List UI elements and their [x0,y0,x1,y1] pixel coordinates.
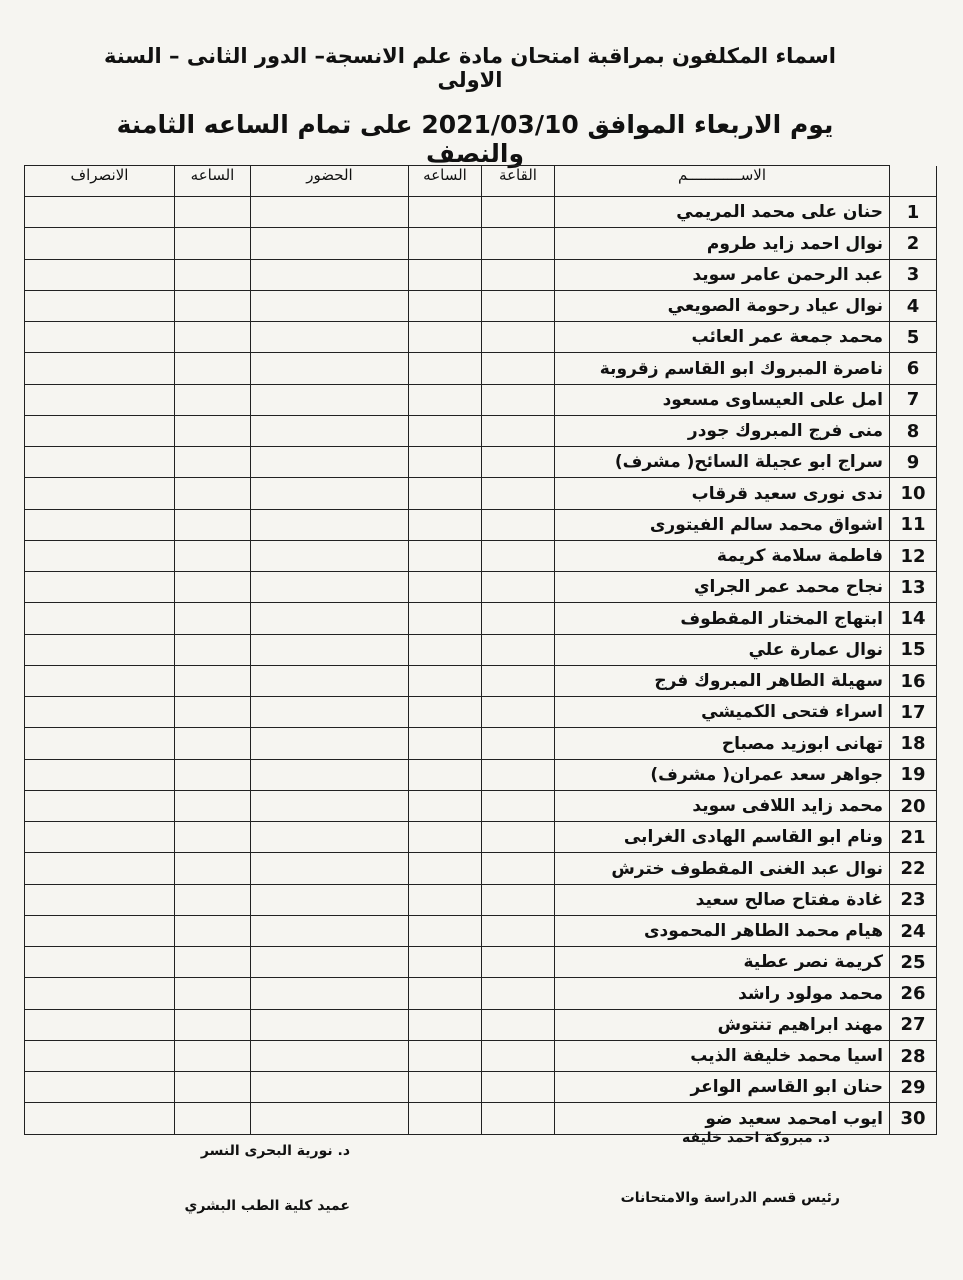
invigilator-name: جواهر سعد عمران( مشرف) [555,759,890,790]
departure-cell [25,822,175,853]
table-row [25,478,937,509]
row-number: 27 [890,1009,937,1040]
hall-cell [482,697,555,728]
time-cell [175,322,251,353]
table-row [25,353,937,384]
row-number: 30 [890,1103,937,1135]
hall-cell [482,197,555,228]
hall-cell [482,384,555,415]
invigilator-name: ونام ابو القاسم الهادى الغرابى [555,822,890,853]
time-cell [409,197,482,228]
time-cell [175,978,251,1009]
document-title: اسماء المكلفون بمراقبة امتحان مادة علم الانسجة– الدور الثانى – السنة الاولى [103,44,836,92]
table-row [25,540,937,571]
hall-column-header: القاعة [482,166,555,197]
attendance-cell [251,572,409,603]
departure-cell [25,540,175,571]
invigilator-name: غادة مفتاح صالح سعيد [555,884,890,915]
row-number: 16 [890,665,937,696]
time-cell [175,603,251,634]
time-cell [409,634,482,665]
hall-cell [482,1009,555,1040]
time-cell [175,634,251,665]
table-row [25,228,937,259]
hall-cell [482,603,555,634]
departure-cell [25,259,175,290]
row-number: 29 [890,1072,937,1103]
time-cell [175,853,251,884]
dean-title: عميد كلية الطب البشري [184,1198,350,1214]
table-row [25,915,937,946]
invigilator-name: اشواق محمد سالم الفيتورى [555,509,890,540]
row-number: 18 [890,728,937,759]
hall-cell [482,822,555,853]
row-number: 8 [890,415,937,446]
hall-cell [482,634,555,665]
row-number: 22 [890,853,937,884]
time-cell [175,509,251,540]
time-column-header: الساعه [175,166,251,197]
table-row [25,665,937,696]
attendance-cell [251,353,409,384]
time-cell [409,384,482,415]
hall-cell [482,947,555,978]
invigilator-name: سراج ابو عجيلة السائح( مشرف) [555,447,890,478]
invigilator-name: هيام محمد الطاهر المحمودى [555,915,890,946]
row-number: 7 [890,384,937,415]
invigilator-name: ناصرة المبروك ابو القاسم زقروبة [555,353,890,384]
attendance-cell [251,384,409,415]
departure-cell [25,384,175,415]
row-number: 9 [890,447,937,478]
time-cell [409,759,482,790]
row-number: 6 [890,353,937,384]
invigilator-name: ايوب امحمد سعيد ضو [555,1103,890,1135]
departure-column-header: الانصراف [25,166,175,197]
table-row [25,384,937,415]
hall-cell [482,759,555,790]
time-cell [409,1009,482,1040]
departure-cell [25,697,175,728]
invigilator-name: نوال عياد رحومة الصويعي [555,290,890,321]
time-cell [409,1103,482,1135]
table-row [25,822,937,853]
attendance-cell [251,290,409,321]
departure-cell [25,1009,175,1040]
departure-cell [25,1040,175,1071]
invigilator-name: مهند ابراهيم تنتوش [555,1009,890,1040]
departure-cell [25,665,175,696]
attendance-cell [251,540,409,571]
departure-cell [25,572,175,603]
attendance-cell [251,697,409,728]
row-number: 24 [890,915,937,946]
table-row [25,978,937,1009]
time-cell [409,478,482,509]
invigilator-name: حنان ابو القاسم الواعر [555,1072,890,1103]
attendance-cell [251,822,409,853]
time-cell [175,197,251,228]
departure-cell [25,1072,175,1103]
time-cell [409,259,482,290]
departure-cell [25,915,175,946]
invigilator-name: تهانى ابوزيد مصباح [555,728,890,759]
time-cell [409,290,482,321]
table-row [25,947,937,978]
attendance-cell [251,790,409,821]
hall-cell [482,1103,555,1135]
departure-cell [25,197,175,228]
departure-cell [25,228,175,259]
time-cell [175,1103,251,1135]
hall-cell [482,790,555,821]
row-number: 15 [890,634,937,665]
departure-cell [25,947,175,978]
attendance-cell [251,853,409,884]
departure-cell [25,790,175,821]
attendance-cell [251,1040,409,1071]
time-cell [175,384,251,415]
time-cell [175,759,251,790]
attendance-cell [251,915,409,946]
attendance-cell [251,884,409,915]
row-number: 11 [890,509,937,540]
attendance-cell [251,447,409,478]
hall-cell [482,290,555,321]
table-row [25,697,937,728]
hall-cell [482,322,555,353]
time-cell [175,415,251,446]
attendance-cell [251,228,409,259]
time-cell [175,947,251,978]
hall-cell [482,509,555,540]
time-cell [409,728,482,759]
row-number: 21 [890,822,937,853]
time-cell [175,884,251,915]
attendance-cell [251,197,409,228]
departure-cell [25,603,175,634]
time-cell [409,353,482,384]
attendance-cell [251,728,409,759]
time-cell [175,728,251,759]
table-row [25,1009,937,1040]
hall-cell [482,1040,555,1071]
time-cell [175,915,251,946]
table-body [25,197,937,1135]
time-cell [409,947,482,978]
table-row [25,415,937,446]
departure-cell [25,447,175,478]
row-number: 17 [890,697,937,728]
time-cell [175,790,251,821]
attendance-cell [251,759,409,790]
row-number: 20 [890,790,937,821]
hall-cell [482,728,555,759]
time-cell [409,915,482,946]
head-of-exams-name: د. مبروكة احمد خليفه [682,1130,830,1146]
time-cell [409,322,482,353]
time-cell [409,978,482,1009]
time-cell [175,353,251,384]
time-cell [409,572,482,603]
invigilator-name: امل على العيساوى مسعود [555,384,890,415]
departure-cell [25,509,175,540]
row-number: 2 [890,228,937,259]
hall-cell [482,1072,555,1103]
head-of-exams-title: رئيس قسم الدراسة والامتحانات [620,1190,840,1206]
departure-cell [25,478,175,509]
invigilator-name: محمد مولود راشد [555,978,890,1009]
table-row [25,853,937,884]
invigilators-table [24,165,937,1135]
departure-cell [25,853,175,884]
table-row [25,634,937,665]
hall-cell [482,572,555,603]
attendance-cell [251,415,409,446]
row-number: 5 [890,322,937,353]
attendance-cell [251,322,409,353]
row-number: 1 [890,197,937,228]
time-cell [175,290,251,321]
time-cell [409,509,482,540]
table-row [25,322,937,353]
time-cell [175,1072,251,1103]
hall-cell [482,447,555,478]
time-cell [409,540,482,571]
row-number: 23 [890,884,937,915]
departure-cell [25,290,175,321]
name-column-header: الاســــــــــــم [555,166,890,197]
row-number: 14 [890,603,937,634]
time-cell [409,697,482,728]
table-row [25,759,937,790]
table-row [25,884,937,915]
invigilator-name: نوال عبد الغنى المقطوف خترش [555,853,890,884]
time-cell [175,822,251,853]
table-row [25,1040,937,1071]
num-column-header [890,166,937,197]
table-row [25,290,937,321]
time-cell [175,1009,251,1040]
departure-cell [25,1103,175,1135]
invigilator-name: عبد الرحمن عامر سويد [555,259,890,290]
time-cell [175,1040,251,1071]
invigilator-name: اسيا محمد خليفة الذيب [555,1040,890,1071]
table-row [25,790,937,821]
time-cell [409,822,482,853]
hall-cell [482,415,555,446]
attendance-cell [251,1103,409,1135]
invigilator-name: اسراء فتحى الكميشي [555,697,890,728]
attendance-cell [251,509,409,540]
time-cell [175,572,251,603]
row-number: 10 [890,478,937,509]
table-row [25,603,937,634]
time-cell [175,259,251,290]
hall-cell [482,853,555,884]
departure-cell [25,759,175,790]
exam-date-line: يوم الاربعاء الموافق 2021/03/10 على تمام الساعه الثامنة والنصف [116,110,834,168]
departure-cell [25,728,175,759]
departure-cell [25,353,175,384]
time-cell [409,1040,482,1071]
row-number: 4 [890,290,937,321]
table-row [25,197,937,228]
invigilator-name: ابتهاج المختار المقطوف [555,603,890,634]
hall-cell [482,478,555,509]
invigilator-name: سهيلة الطاهر المبروك فرج [555,665,890,696]
invigilator-name: محمد جمعة عمر العائب [555,322,890,353]
hall-cell [482,884,555,915]
invigilator-name: نوال احمد زايد طروم [555,228,890,259]
invigilator-name: محمد زايد اللافى سويد [555,790,890,821]
time-cell [409,884,482,915]
time-cell [409,853,482,884]
dean-name: د. نورية البحرى النسر [200,1143,350,1159]
attendance-cell [251,665,409,696]
invigilator-name: منى فرج المبروك جودر [555,415,890,446]
attendance-cell [251,478,409,509]
table-row [25,259,937,290]
departure-cell [25,322,175,353]
attendance-cell [251,1009,409,1040]
invigilator-name: حنان على محمد المريمي [555,197,890,228]
time-cell [409,665,482,696]
departure-cell [25,415,175,446]
table-row [25,1072,937,1103]
time-cell [175,540,251,571]
attendance-cell [251,947,409,978]
time-cell [409,415,482,446]
departure-cell [25,634,175,665]
time-cell [175,665,251,696]
row-number: 25 [890,947,937,978]
attendance-column-header: الحضور [251,166,409,197]
attendance-cell [251,259,409,290]
row-number: 13 [890,572,937,603]
table-row [25,509,937,540]
invigilator-name: فاطمة سلامة كريمة [555,540,890,571]
row-number: 3 [890,259,937,290]
hall-cell [482,259,555,290]
time-cell [409,790,482,821]
invigilator-name: كريمة نصر عطية [555,947,890,978]
time-cell [409,603,482,634]
hall-cell [482,540,555,571]
table-row [25,572,937,603]
hall-cell [482,353,555,384]
row-number: 19 [890,759,937,790]
attendance-cell [251,1072,409,1103]
row-number: 12 [890,540,937,571]
hall-cell [482,978,555,1009]
time-cell [175,228,251,259]
table-header-row [25,166,937,197]
invigilator-name: نوال عمارة علي [555,634,890,665]
row-number: 26 [890,978,937,1009]
table-row [25,728,937,759]
invigilator-name: ندى نورى سعيد قرقاب [555,478,890,509]
time-cell [409,228,482,259]
hall-cell [482,915,555,946]
time-column-header: الساعه [409,166,482,197]
time-cell [409,447,482,478]
attendance-cell [251,634,409,665]
attendance-cell [251,603,409,634]
table-row [25,447,937,478]
time-cell [409,1072,482,1103]
row-number: 28 [890,1040,937,1071]
departure-cell [25,884,175,915]
time-cell [175,447,251,478]
time-cell [175,478,251,509]
departure-cell [25,978,175,1009]
hall-cell [482,228,555,259]
time-cell [175,697,251,728]
hall-cell [482,665,555,696]
invigilator-name: نجاح محمد عمر الجراي [555,572,890,603]
attendance-cell [251,978,409,1009]
